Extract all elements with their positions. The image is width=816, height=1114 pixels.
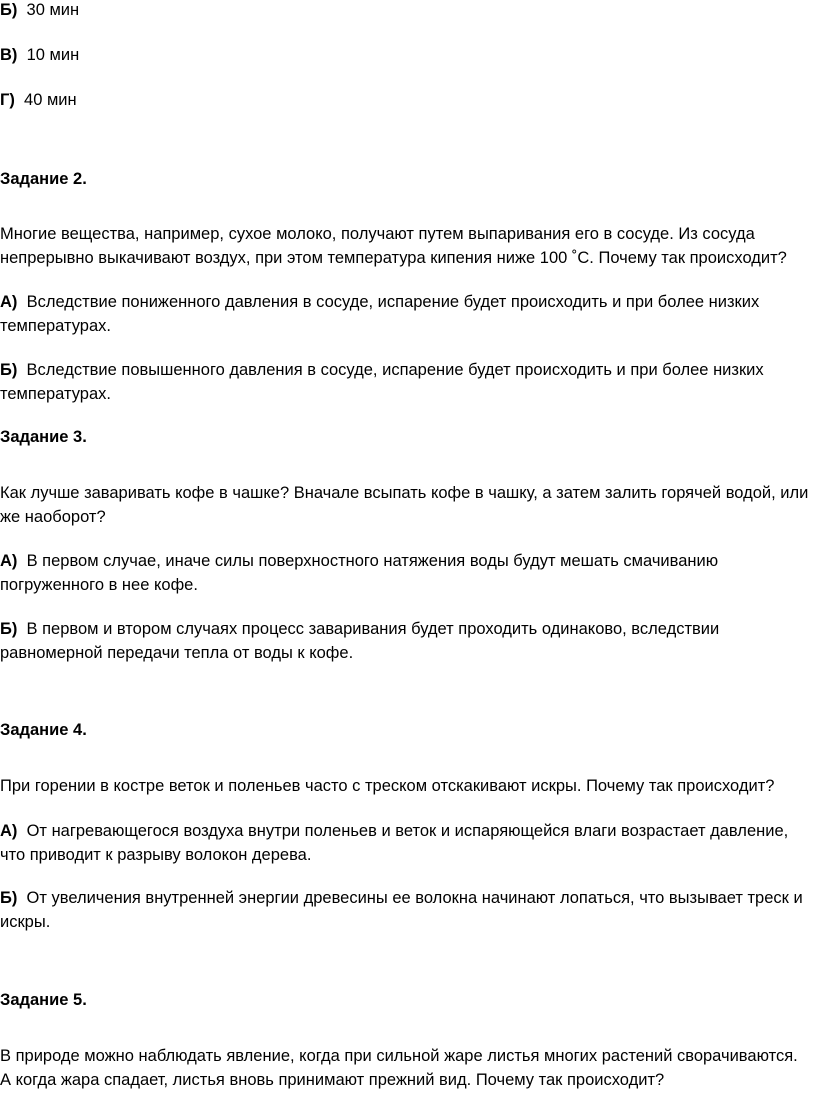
task4-option-a xyxy=(0,819,812,867)
task2-heading: Задание 2. xyxy=(0,170,87,188)
task3-option-a xyxy=(0,549,812,597)
option-letter: Б) xyxy=(0,889,18,907)
option-letter: Б) xyxy=(0,1,18,19)
option-text: От нагревающегося воздуха внутри поленьев и веток и испаряющейся влаги возрастает давление, что приводит к разрыву волокон дерева. xyxy=(0,822,789,864)
option-text: В первом и втором случаях процесс заваривания будет проходить одинаково, вследствии равномерной передачи тепла от воды к кофе. xyxy=(0,620,720,662)
option-text: В первом случае, иначе силы поверхностного натяжения воды будут мешать смачиванию погруженного в нее кофе. xyxy=(0,552,719,594)
option-letter: А) xyxy=(0,293,18,311)
task5-heading: Задание 5. xyxy=(0,991,87,1009)
option-letter: В) xyxy=(0,46,18,64)
option-letter: Г) xyxy=(0,91,15,109)
option-letter: А) xyxy=(0,822,18,840)
task3-question: Как лучше заваривать кофе в чашке? Вначале всыпать кофе в чашку, а затем залить горячей водой, или же наоборот? xyxy=(0,484,809,526)
task2-question: Многие вещества, например, сухое молоко, получают путем выпаривания его в сосуде. Из сосуда непрерывно выкачивают воздух, при этом температура кипения ниже 100 ˚С. Почему так происходит? xyxy=(0,225,787,267)
option-letter: Б) xyxy=(0,361,18,379)
task3-heading: Задание 3. xyxy=(0,428,87,446)
option-text: Вследствие пониженного давления в сосуде, испарение будет происходить и при более низких температурах. xyxy=(0,293,760,335)
option-text: От увеличения внутренней энергии древесины ее волокна начинают лопаться, что вызывает треск и искры. xyxy=(0,889,803,931)
option-text: 30 мин xyxy=(26,1,80,19)
task2-option-a xyxy=(0,290,812,338)
task2-option-b xyxy=(0,358,812,406)
option-letter: А) xyxy=(0,552,18,570)
option-text: 10 мин xyxy=(26,46,80,64)
task5-question: В природе можно наблюдать явление, когда при сильной жаре листья многих растений сворачиваются. А когда жара спадает, листья вновь принимают прежний вид. Почему так происходит? xyxy=(0,1047,798,1089)
option-text: 40 мин xyxy=(24,91,77,109)
option-g-prev xyxy=(0,88,77,112)
option-b-prev xyxy=(0,0,79,22)
option-v-prev xyxy=(0,43,79,67)
task3-option-b xyxy=(0,617,812,665)
option-letter: Б) xyxy=(0,620,18,638)
task4-heading: Задание 4. xyxy=(0,721,87,739)
option-text: Вследствие повышенного давления в сосуде, испарение будет происходить и при более низких температурах. xyxy=(0,361,764,403)
task4-option-b xyxy=(0,886,812,934)
task4-question: При горении в костре веток и поленьев часто с треском отскакивают искры. Почему так происходит? xyxy=(0,777,775,795)
